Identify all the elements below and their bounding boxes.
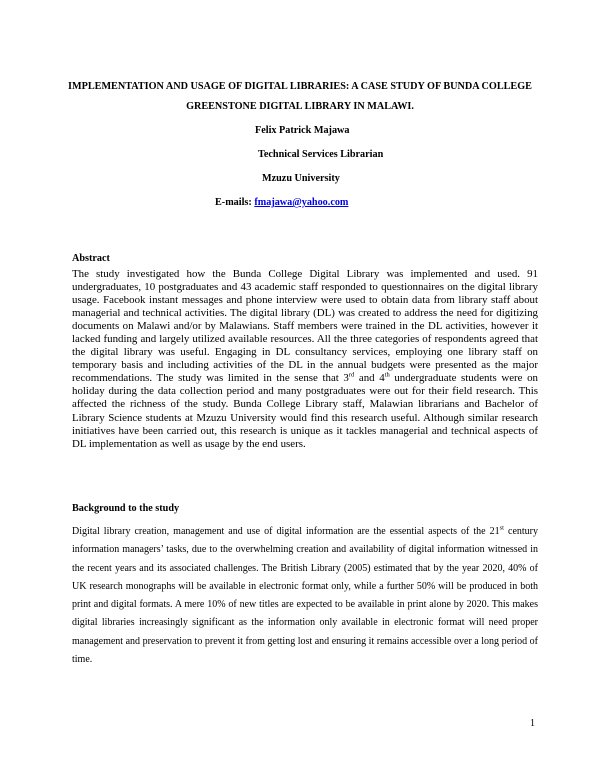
email-label: E-mails: [215, 197, 252, 208]
author-institution: Mzuzu University [262, 173, 340, 184]
page-number: 1 [530, 718, 535, 729]
background-sup-st: st [499, 524, 504, 532]
author-position: Technical Services Librarian [258, 149, 384, 160]
background-text-1: Digital library creation, management and use of digital information are the essential aspects of the 21 [72, 526, 500, 537]
abstract-text-3: undergraduate students were on holiday during the data collection period and many postgraduates were out for their field research. This affected the richness of the study. Bunda College Library staff, Malawian librarians and Bachelor of Library Science students at Mzuzu University would find this research useful. Although similar research initiatives have been carried out, this research is unique as it tackles managerial and technical aspects of DL implementation as well as usage by the end users. [72, 372, 538, 450]
abstract-text-1: The study investigated how the Bunda College Digital Library was implemented and used. 91 undergraduates, 10 postgraduates and 43 academic staff responded to questionnaires on the digital library usage. Facebook instant messages and phone interview were used to obtain data from library staff about managerial and technical activities. The digital library (DL) was created to address the need for digitizing documents on Malawi and/or by Malawians. Staff members were trained in the DL activities, however it lacked funding and largely utilized available resources. All the three categories of respondents agreed that the digital library was useful. Engaging in DL consultancy services, employing one library staff on temporary basis and including activities of the DL in the annual budgets were presented as the major recommendations. The study was limited in the sense that 3 [72, 268, 538, 385]
paper-title: IMPLEMENTATION AND USAGE OF DIGITAL LIBRARIES: A CASE STUDY OF BUNDA COLLEGE GREENSTONE DIGITAL LIBRARY IN MALAWI. [68, 81, 532, 112]
email-link[interactable]: fmajawa@yahoo.com [254, 197, 349, 208]
abstract-heading: Abstract [72, 253, 110, 264]
abstract-sup-th: th [384, 371, 390, 379]
author-name: Felix Patrick Majawa [255, 125, 350, 136]
abstract-paragraph [72, 268, 538, 451]
background-text-2: century information managers’ tasks, due to the overwhelming creation and availability of digital information witnessed in the recent years and its associated challenges. The British Library (2005) estimated that by the year 2020, 40% of UK research monographs will be available in electronic format only, while a further 50% will be produced in both print and digital formats. A mere 10% of new titles are expected to be available in print alone by 2020. This makes digital libraries increasingly significant as the information only available in electronic format will need proper management and preservation to prevent it from getting lost and ensuring it remains accessible over a long period of time. [72, 526, 538, 666]
abstract-sup-rd: rd [348, 371, 355, 379]
background-heading: Background to the study [72, 503, 180, 514]
email-line [215, 196, 348, 209]
abstract-text-2: and 4 [354, 372, 385, 385]
background-paragraph [72, 523, 538, 669]
